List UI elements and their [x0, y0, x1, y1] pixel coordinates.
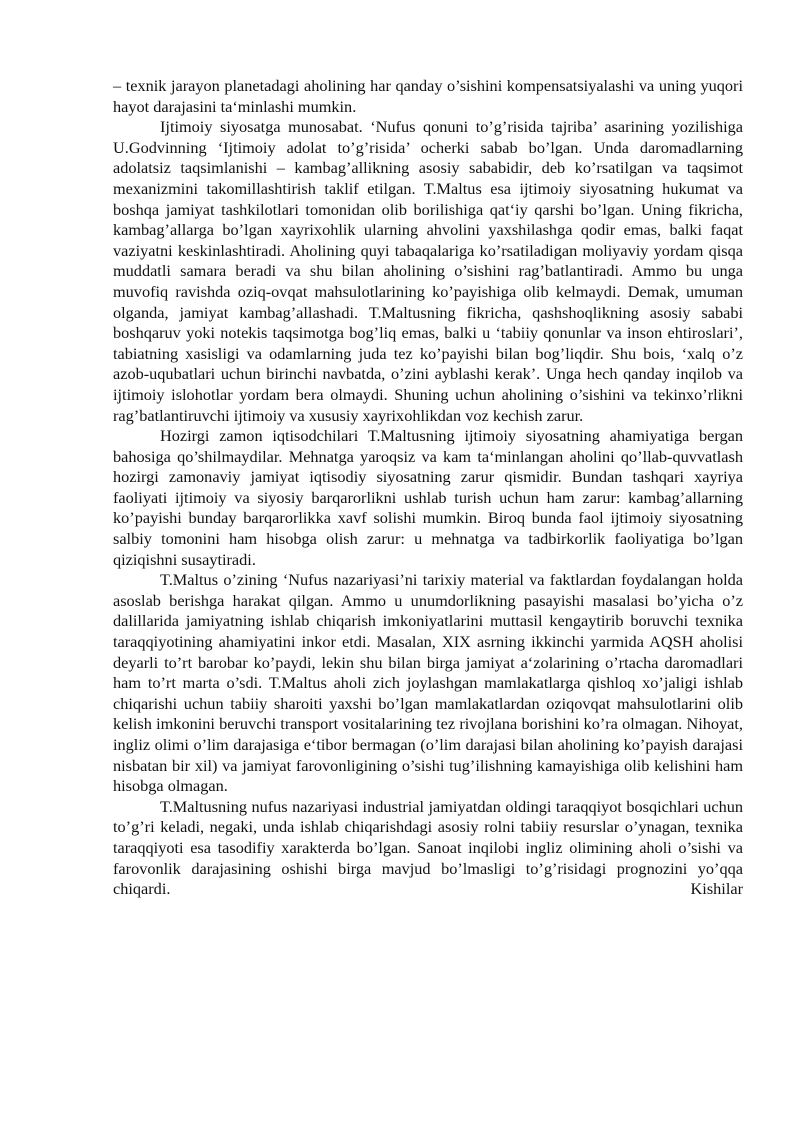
paragraph-modern-economists: Hozirgi zamon iqtisodchilari T.Maltusning ijtimoiy siyosatning ahamiyatiga bergan bahosiga qo’shilmaydilar. Mehnatga yaroqsiz va kam ta‘minlangan aholini qo’llab-quvvatlash hozirgi zamonaviy jamiyat iqtisodiy siyosatning zarur qismidir. Bundan tashqari xayriya faoliyati ijtimoiy va siyosiy barqarorlikni ushlab turish uchun ham zarur: kambag’allarning ko’payishi bunday barqarorlikka xavf solishi mumkin. Biroq bunda faol ijtimoiy siyosatning salbiy tomonini ham hisobga olish zarur: u mehnatga va tadbirkorlik faoliyatiga bo’lgan qiziqishni susaytiradi.: [113, 426, 743, 569]
paragraph-continuation: – texnik jarayon planetadagi aholining har qanday o’sishini kompensatsiyalashi va uning yuqori hayot darajasini ta‘minlashi mumkin.: [113, 76, 743, 116]
paragraph-historical-evidence: T.Maltus o’zining ‘Nufus nazariyasi’ni tarixiy material va faktlardan foydalangan holda asoslab berishga harakat qilgan. Ammo u unumdorlikning pasayishi masalasi bo’yicha o’z dalillarida jamiyatning ishlab chiqarish imkoniyatlarini muttasil kengaytirib boruvchi texnika taraqqiyotining ahamiyatini inkor etdi. Masalan, XIX asrning ikkinchi yarmida AQSH aholisi deyarli to’rt barobar ko’paydi, lekin shu bilan birga jamiyat a‘zolarining o’rtacha daromadlari ham to’rt marta o’sdi. T.Maltus aholi zich joylashgan mamlakatlarga qishloq xo’jaligi ishlab chiqarishi uchun tabiiy sharoiti yaxshi bo’lgan mamlakatlardan oziqovqat mahsulotlarini olib kelish imkonini beruvchi transport vositalarining tez rivojlana borishini ko’ra olmagan. Nihoyat, ingliz olimi o’lim darajasiga e‘tibor bermagan (o’lim darajasi bilan aholining ko’payish darajasi nisbatan bir xil) va jamiyat farovonligining o’sishi tug’ilishning kamayishiga olib kelishini ham hisobga olmagan.: [113, 570, 743, 796]
paragraph-preindustrial: T.Maltusning nufus nazariyasi industrial jamiyatdan oldingi taraqqiyot bosqichlari uchun to’g’ri keladi, negaki, unda ishlab chiqarishdagi asosiy rolni tabiiy resurslar o’ynagan, texnika taraqqiyoti esa tasodifiy xarakterda bo’lgan. Sanoat inqilobi ingliz olimining aholi o’sishi va farovonlik darajasining oshishi birga mavjud bo’lmasligi to’g’risidagi prognozini yo’qqa chiqardi. Kishilar: [113, 796, 743, 899]
document-page: [113, 76, 743, 900]
paragraph-social-policy: Ijtimoiy siyosatga munosabat. ‘Nufus qonuni to’g’risida tajriba’ asarining yozilishiga U.Godvinning ‘Ijtimoiy adolat to’g’risida’ ocherki sabab bo’lgan. Unda daromadlarning adolatsiz taqsimlanishi – kambag’allikning asosiy sababidir, deb ko’rsatilgan va taqsimot mexanizmini takomillashtirish taklif etilgan. T.Maltus esa ijtimoiy siyosatning hukumat va boshqa jamiyat tashkilotlari tomonidan olib borilishiga qat‘iy qarshi bo’lgan. Uning fikricha, kambag’allarga bo’lgan xayrixohlik ularning ahvolini yaxshilashga qodir emas, balki faqat vaziyatni keskinlashtiradi. Aholining quyi tabaqalariga ko’rsatiladigan moliyaviy yordam qisqa muddatli samara beradi va shu bilan aholining o’sishini rag’batlantiradi. Ammo bu unga muvofiq ravishda oziq-ovqat mahsulotlarining ko’payishiga olib kelmaydi. Demak, umuman olganda, jamiyat kambag’allashadi. T.Maltusning fikricha, qashshoqlikning asosiy sababi boshqaruv yoki notekis taqsimotga bog’liq emas, balki u ‘tabiiy qonunlar va inson ehtiroslari’, tabiatning xasisligi va odamlarning juda tez ko’payishi bilan bog’liqdir. Shu bois, ‘xalq o’z azob-uqubatlari uchun birinchi navbatda, o’zini ayblashi kerak’. Unga hech qanday inqilob va ijtimoiy islohotlar yordam bera olmaydi. Shuning uchun aholining o’sishini va tekinxo’rlikni rag’batlantiruvchi ijtimoiy va xususiy xayrixohlikdan voz kechish zarur.: [113, 117, 743, 425]
